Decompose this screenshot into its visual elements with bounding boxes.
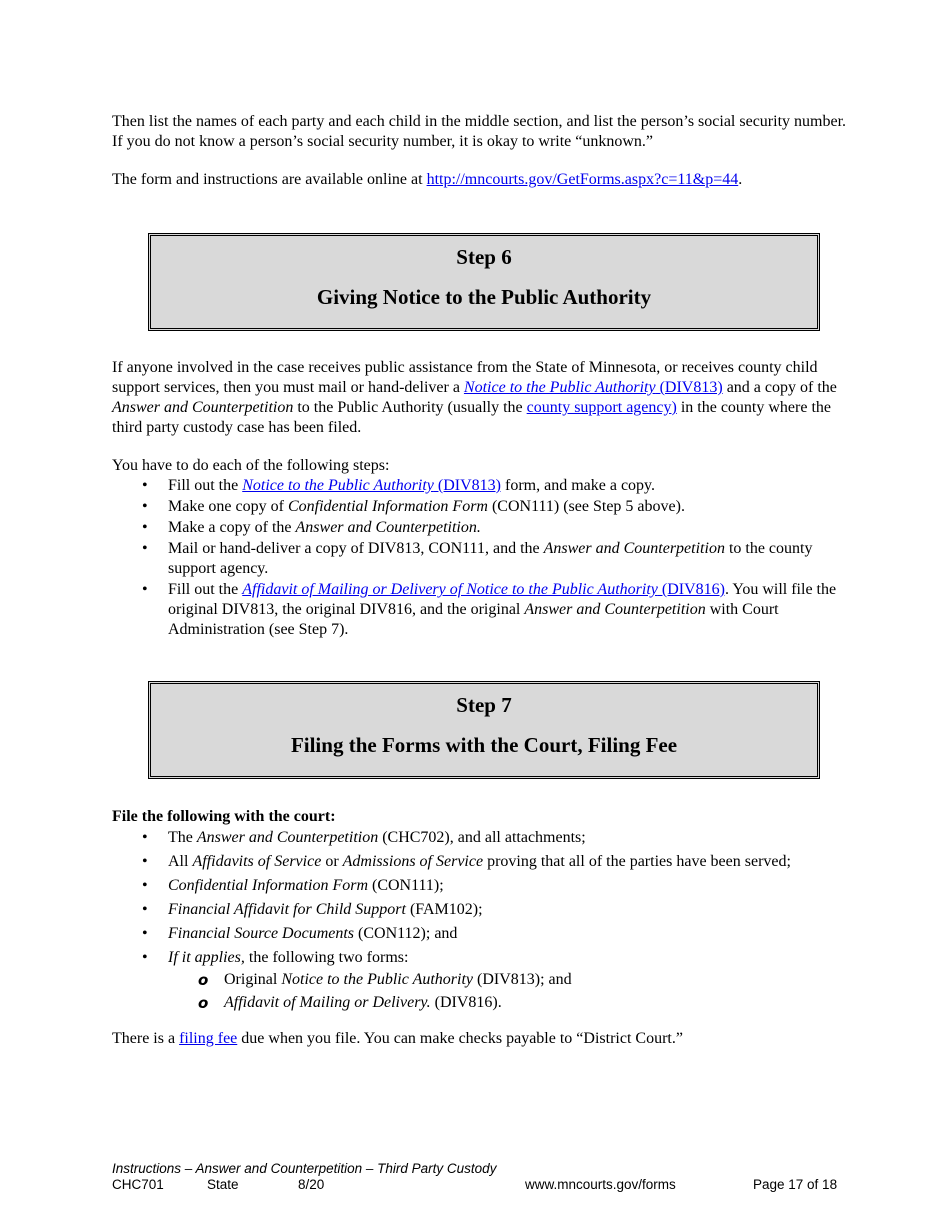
footer-state: State	[207, 1177, 239, 1192]
bullet-icon: •	[142, 853, 148, 870]
list-item	[112, 518, 862, 538]
text-span: The	[168, 829, 197, 846]
list-item	[112, 852, 862, 872]
step7-label: Step 7	[456, 693, 512, 717]
text-span: Make a copy of the	[168, 519, 296, 536]
italic-text: Affidavits of Service	[192, 853, 322, 870]
list-item	[112, 828, 862, 848]
filing-fee-paragraph	[112, 1029, 862, 1049]
notice-public-authority-link[interactable]	[464, 379, 723, 396]
step6-title: Giving Notice to the Public Authority	[316, 285, 652, 309]
text-span: Mail or hand-deliver a copy of DIV813, CON111, and the	[168, 540, 544, 557]
steps-intro: You have to do each of the following steps:	[112, 457, 390, 474]
text-span: (CON111) (see Step 5 above).	[487, 498, 685, 515]
bullet-icon: •	[142, 901, 148, 918]
bullet-icon: •	[142, 477, 148, 494]
text-span: There is a	[112, 1030, 180, 1047]
file-with-court-heading: File the following with the court:	[112, 808, 336, 825]
text-span: Original	[224, 971, 282, 988]
italic-text: If it applies,	[168, 949, 245, 966]
text-span: (CON112); and	[354, 925, 458, 942]
text-span: to the Public Authority (usually the	[293, 399, 527, 416]
text-span: proving that all of the parties have been served;	[483, 853, 791, 870]
italic-text: Answer and Counterpetition.	[295, 519, 481, 536]
text-span: (FAM102);	[405, 901, 483, 918]
link-italic-text: Affidavit of Mailing or Delivery of Notice to the Public Authority	[242, 581, 658, 598]
bullet-icon: •	[142, 949, 148, 966]
step6-banner	[148, 233, 820, 331]
list-item	[112, 497, 862, 517]
circle-bullet-icon: o	[198, 994, 209, 1012]
text-span: (DIV813); and	[473, 971, 572, 988]
footer-date: 8/20	[298, 1177, 325, 1192]
div813-link[interactable]	[242, 477, 501, 494]
italic-text: Answer and Counterpetition	[524, 601, 706, 618]
link-code-text: (DIV816)	[657, 581, 725, 598]
italic-text: Answer and Counterpetition	[543, 540, 725, 557]
text-span: Fill out the	[168, 477, 243, 494]
footer-url: www.mncourts.gov/forms	[525, 1177, 676, 1192]
text-span: the following two forms:	[244, 949, 409, 966]
page-footer	[112, 1161, 852, 1193]
italic-text: Financial Affidavit for Child Support	[168, 901, 406, 918]
step6-bullet-list	[112, 476, 862, 641]
online-forms-text: The form and instructions are available online at	[112, 171, 427, 188]
text-span: If anyone involved in the case receives public assistance from the State of Minnesota, or receives county child support services, then you must mail or hand-deliver a	[112, 359, 818, 396]
list-item	[112, 476, 862, 496]
link-code-text: (DIV813)	[655, 379, 723, 396]
text-span: in the county where the third party custody case has been filed.	[112, 399, 831, 436]
sub-list	[168, 970, 862, 1013]
list-item	[112, 900, 862, 920]
list-item	[112, 580, 862, 640]
step7-banner	[148, 681, 820, 779]
county-support-agency-link[interactable]: county support agency)	[526, 399, 677, 416]
text-span: to the county support agency.	[168, 540, 813, 577]
text-span: Make one copy of	[168, 498, 288, 515]
text-span: due when you file. You can make checks payable to “District Court.”	[237, 1030, 683, 1047]
italic-text: Answer and Counterpetition	[112, 399, 294, 416]
step7-bullet-list	[112, 828, 862, 1017]
text-span: with Court Administration (see Step 7).	[168, 601, 779, 638]
bullet-icon: •	[142, 519, 148, 536]
italic-text: Confidential Information Form	[168, 877, 368, 894]
bullet-icon: •	[142, 581, 148, 598]
text-span: or	[321, 853, 343, 870]
period-text: .	[738, 171, 743, 188]
footer-page-number: Page 17 of 18	[753, 1177, 838, 1192]
italic-text: Admissions of Service	[342, 853, 484, 870]
text-span: and a copy of the	[722, 379, 837, 396]
text-span: form, and make a copy.	[501, 477, 656, 494]
text-span: (CON111);	[368, 877, 444, 894]
step7-title: Filing the Forms with the Court, Filing Fee	[290, 733, 678, 757]
footer-form-code: CHC701	[112, 1177, 164, 1192]
link-italic-text: Notice to the Public Authority	[242, 477, 434, 494]
text-span: (DIV816).	[430, 994, 502, 1011]
footer-title: Instructions – Answer and Counterpetition – Third Party Custody	[112, 1161, 497, 1176]
intro-paragraph: Then list the names of each party and each child in the middle section, and list the person’s social security number. If you do not know a person’s social security number, it is okay to write “unknown.”	[112, 113, 847, 150]
bullet-icon: •	[142, 877, 148, 894]
list-item	[112, 924, 862, 944]
filing-fee-link[interactable]: filing fee	[179, 1030, 238, 1047]
circle-bullet-icon: o	[198, 971, 209, 989]
bullet-icon: •	[142, 540, 148, 557]
link-code-text: (DIV813)	[433, 477, 501, 494]
italic-text: Answer and Counterpetition	[196, 829, 379, 846]
text-span: (CHC702), and all attachments;	[378, 829, 586, 846]
text-span: . You will file the original DIV813, the original DIV816, and the original	[168, 581, 837, 618]
list-item	[112, 539, 862, 579]
div816-link[interactable]	[242, 581, 725, 598]
text-span: Fill out the	[168, 581, 243, 598]
public-authority-paragraph	[112, 358, 862, 438]
list-item	[112, 948, 862, 1013]
online-forms-paragraph	[112, 170, 852, 190]
list-item	[112, 876, 862, 896]
italic-text: Notice to the Public Authority	[281, 971, 473, 988]
link-italic-text: Notice to the Public Authority	[463, 379, 656, 396]
bullet-icon: •	[142, 498, 148, 515]
bullet-icon: •	[142, 829, 148, 846]
italic-text: Financial Source Documents	[168, 925, 355, 942]
sub-list-item	[168, 993, 862, 1013]
getforms-link[interactable]: http://mncourts.gov/GetForms.aspx?c=11&p=44	[426, 171, 739, 188]
text-span: All	[168, 853, 193, 870]
step6-label: Step 6	[456, 245, 512, 269]
italic-text: Affidavit of Mailing or Delivery.	[224, 994, 431, 1011]
sub-list-item	[168, 970, 862, 990]
bullet-icon: •	[142, 925, 148, 942]
footer-meta	[112, 1177, 852, 1193]
italic-text: Confidential Information Form	[287, 498, 488, 515]
